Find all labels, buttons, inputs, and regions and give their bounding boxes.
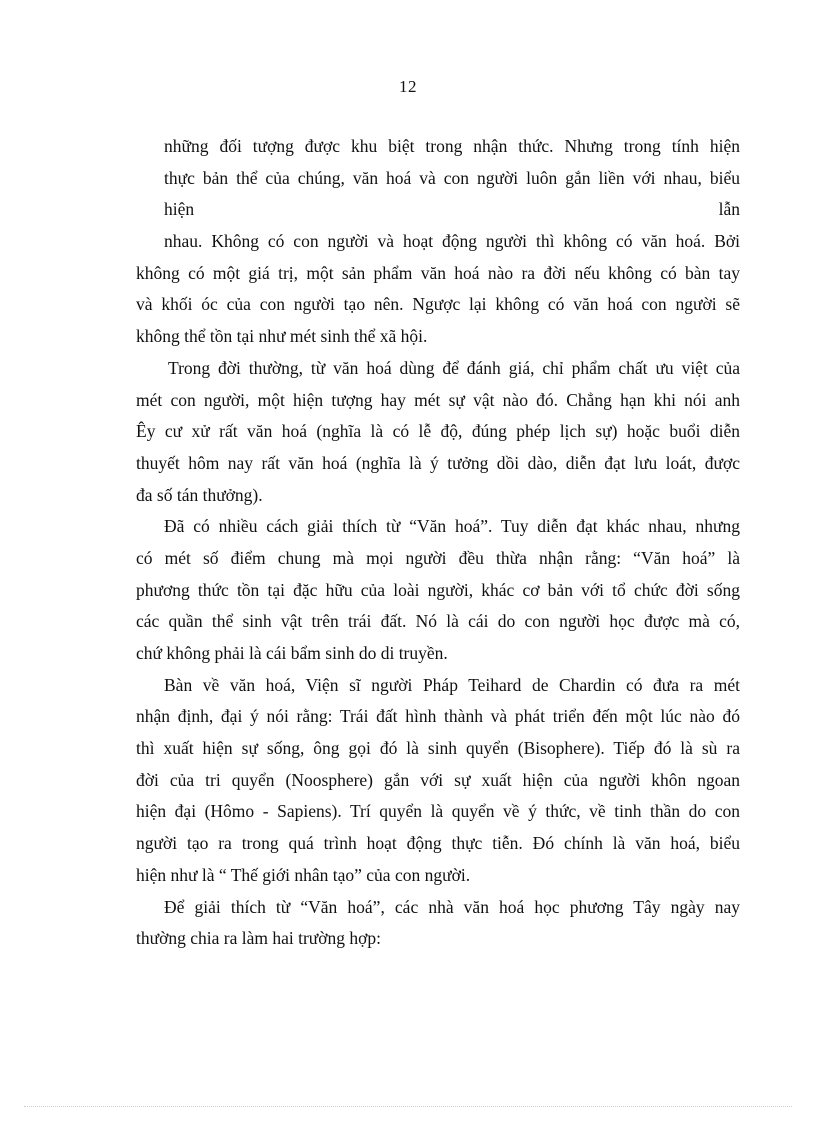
text-line: thường chia ra làm hai trường hợp:	[136, 928, 382, 949]
text-line: Đã có nhiều cách giải thích từ “Văn hoá”. Tuy diễn đạt khác nhau, nhưng	[164, 516, 740, 537]
text-line: Để giải thích từ “Văn hoá”, các nhà văn hoá học phương Tây ngày nay	[164, 896, 740, 917]
text-line: phương thức tồn tại đặc hữu của loài người, khác cơ bản với tổ chức đời sống	[136, 579, 740, 600]
text-line: và khối óc của con người tạo nên. Ngược lại không có văn hoá con người sẽ	[136, 294, 740, 315]
text-line: không thể tồn tại như mét sinh thể xã hội.	[136, 326, 428, 347]
text-line: đa số tán thưởng).	[136, 484, 263, 505]
text-line: mét con người, một hiện tượng hay mét sự vật nào đó. Chẳng hạn khi nói anh	[136, 389, 740, 410]
text-line: thuyết hôm nay rất văn hoá (nghĩa là ý tưởng dồi dào, diễn đạt lưu loát, được	[136, 452, 740, 473]
text-line-split	[164, 194, 740, 226]
text-line: Êy cư xử rất văn hoá (nghĩa là có lễ độ, đúng phép lịch sự) hoặc buổi diễn	[136, 421, 740, 442]
text-line: người tạo ra trong quá trình hoạt động thực tiễn. Đó chính là văn hoá, biểu	[136, 833, 740, 854]
text-line: đời của tri quyển (Noosphere) gắn với sự xuất hiện của người khôn ngoan	[136, 769, 740, 790]
text-line: nhau. Không có con người và hoạt động người thì không có văn hoá. Bởi	[164, 231, 740, 252]
footer-divider	[24, 1106, 792, 1107]
text-line: hiện đại (Hômo - Sapiens). Trí quyển là quyển về ý thức, về tinh thần do con	[136, 801, 740, 822]
document-body	[136, 131, 740, 955]
text-line: thực bản thể của chúng, văn hoá và con người luôn gắn liền với nhau, biểu	[164, 167, 740, 188]
text-line: nhận định, đại ý nói rằng: Trái đất hình thành và phát triển đến một lúc nào đó	[136, 706, 740, 727]
text-line: các quần thể sinh vật trên trái đất. Nó là cái do con người học được mà có,	[136, 611, 740, 632]
text-fragment: lẫn	[718, 199, 740, 220]
text-line: hiện như là “ Thế giới nhân tạo” của con người.	[136, 864, 471, 885]
text-line: thì xuất hiện sự sống, ông gọi đó là sinh quyển (Bisophere). Tiếp đó là sù ra	[136, 738, 740, 759]
page-number: 12	[399, 77, 417, 96]
text-line: Trong đời thường, từ văn hoá dùng để đánh giá, chỉ phẩm chất ưu việt của	[168, 357, 740, 378]
text-line: không có một giá trị, một sản phẩm văn hoá nào ra đời nếu không có bàn tay	[136, 262, 740, 283]
text-fragment: hiện	[164, 199, 195, 220]
text-line: Bàn về văn hoá, Viện sĩ người Pháp Teihard de Chardin có đưa ra mét	[164, 674, 740, 695]
text-line: có mét số điểm chung mà mọi người đều thừa nhận rằng: “Văn hoá” là	[136, 547, 740, 568]
text-line: chứ không phải là cái bẩm sinh do di truyền.	[136, 643, 448, 663]
text-line: những đối tượng được khu biệt trong nhận thức. Nhưng trong tính hiện	[164, 136, 740, 156]
